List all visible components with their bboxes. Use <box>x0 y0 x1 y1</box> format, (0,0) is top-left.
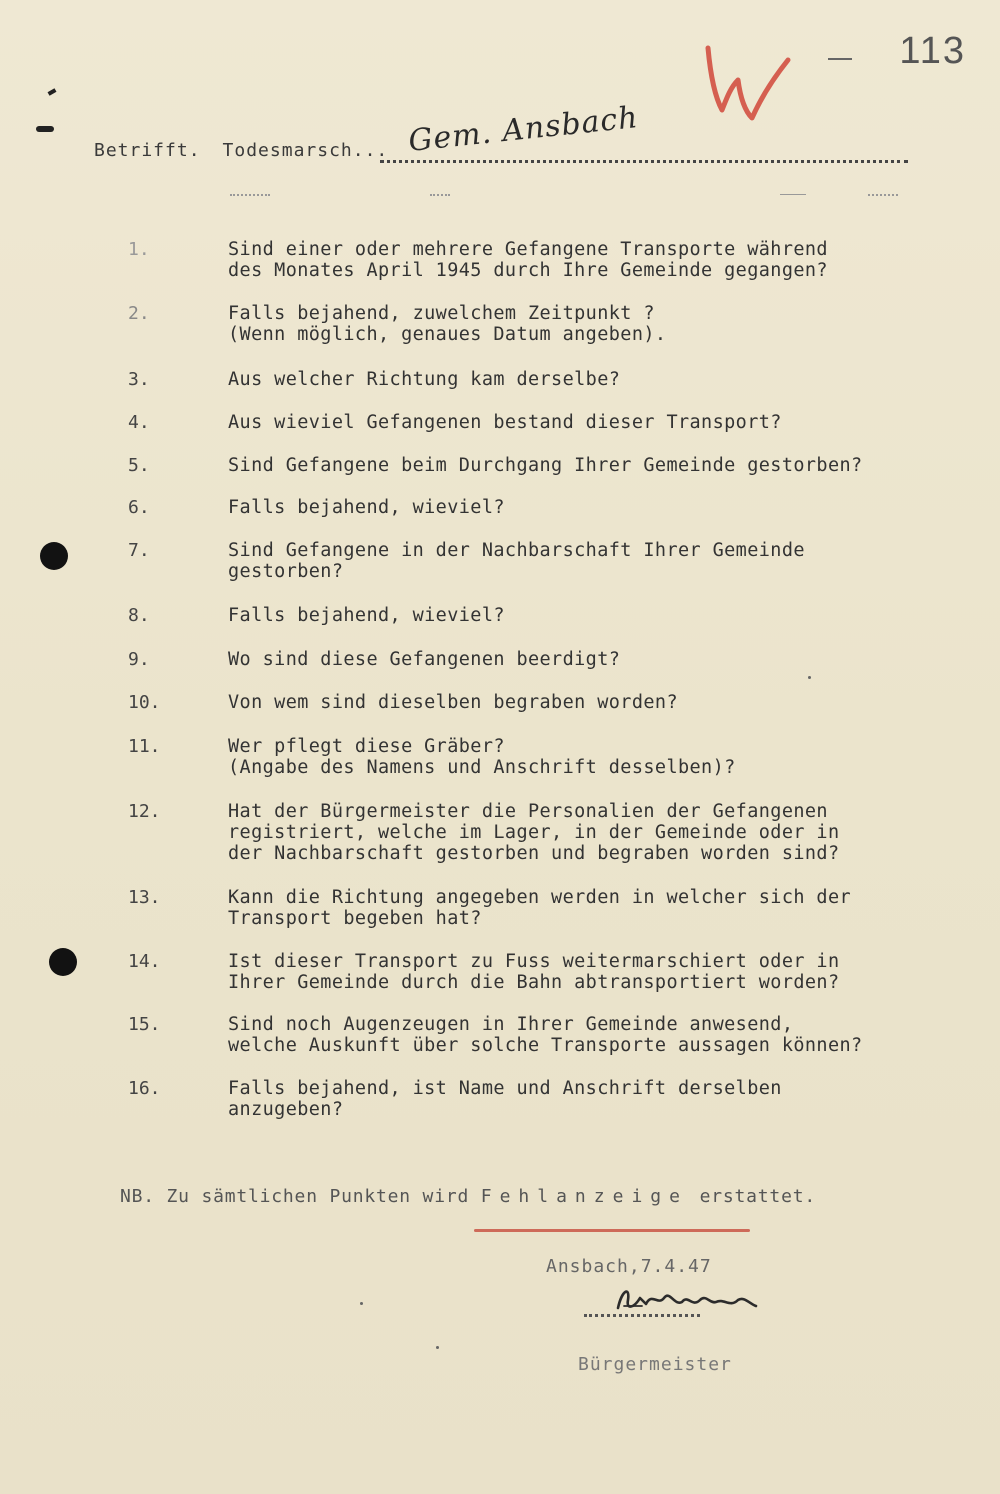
question-text: Sind Gefangene in der Nachbarschaft Ihrer Gemeinde gestorben? <box>228 540 805 582</box>
question-text: Sind noch Augenzeugen in Ihrer Gemeinde anwesend, welche Auskunft über solche Transporte aussagen können? <box>228 1014 863 1056</box>
question-number: 13. <box>128 887 161 908</box>
note-line <box>120 1186 816 1207</box>
paper-speck <box>360 1302 363 1305</box>
subject-label: Betrifft. <box>94 140 201 161</box>
question-text: Aus welcher Richtung kam derselbe? <box>228 369 621 390</box>
question-text: Sind einer oder mehrere Gefangene Transporte während des Monates April 1945 durch Ihre Gemeinde gegangen? <box>228 239 828 281</box>
question-number: 4. <box>128 412 150 433</box>
question-number: 16. <box>128 1078 161 1099</box>
paper-speck <box>436 1346 439 1349</box>
question-number: 6. <box>128 497 150 518</box>
question-text: Falls bejahend, wieviel? <box>228 605 505 626</box>
question-number: 10. <box>128 692 161 713</box>
subject-text: Todesmarsch... <box>222 140 389 161</box>
question-number: 11. <box>128 736 161 757</box>
question-number: 9. <box>128 649 150 670</box>
question-number: 3. <box>128 369 150 390</box>
question-text: Hat der Bürgermeister die Personalien der Gefangenen registriert, welche im Lager, in der Gemeinde oder in der Nachbarschaft gestorben und begraben worden sind? <box>228 801 840 864</box>
question-number: 14. <box>128 951 161 972</box>
question-number: 5. <box>128 455 150 476</box>
note-prefix: NB. Zu sämtlichen Punkten wird <box>120 1186 470 1207</box>
page-number: 113 <box>899 30 966 72</box>
handwritten-place: Gem. Ansbach <box>406 100 641 159</box>
question-text: Ist dieser Transport zu Fuss weitermarschiert oder in Ihrer Gemeinde durch die Bahn abtransportiert worden? <box>228 951 840 993</box>
question-text: Falls bejahend, zuwelchem Zeitpunkt ? (Wenn möglich, genaues Datum angeben). <box>228 303 667 345</box>
question-text: Kann die Richtung angegeben werden in welcher sich der Transport begeben hat? <box>228 887 852 929</box>
signature-role: Bürgermeister <box>578 1354 732 1375</box>
question-number: 12. <box>128 801 161 822</box>
question-text: Wo sind diese Gefangenen beerdigt? <box>228 649 621 670</box>
question-number: 15. <box>128 1014 161 1035</box>
question-text: Sind Gefangene beim Durchgang Ihrer Gemeinde gestorben? <box>228 455 863 476</box>
question-text: Wer pflegt diese Gräber? (Angabe des Namens und Anschrift desselben)? <box>228 736 736 778</box>
question-number: 8. <box>128 605 150 626</box>
signature-dotted-line <box>584 1314 700 1317</box>
note-spaced-word: Fehlanzeige <box>480 1186 688 1207</box>
paper-speck <box>808 676 811 679</box>
question-number: 7. <box>128 540 150 561</box>
red-pencil-underline <box>474 1229 750 1232</box>
question-text: Aus wieviel Gefangenen bestand dieser Transport? <box>228 412 782 433</box>
question-text: Falls bejahend, ist Name und Anschrift derselben anzugeben? <box>228 1078 782 1120</box>
place-date: Ansbach,7.4.47 <box>546 1256 712 1277</box>
note-suffix: erstattet. <box>699 1186 816 1207</box>
question-text: Von wem sind dieselben begraben worden? <box>228 692 678 713</box>
question-number: 2. <box>128 303 150 324</box>
question-number: 1. <box>128 239 150 260</box>
question-text: Falls bejahend, wieviel? <box>228 497 505 518</box>
